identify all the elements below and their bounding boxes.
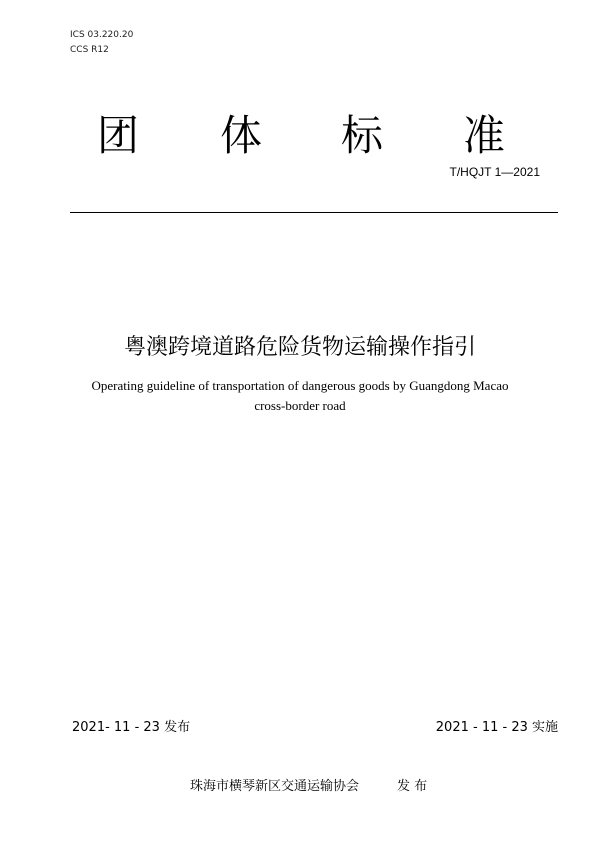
category-char: 准 (463, 111, 506, 160)
standard-number: T/HQJT 1—2021 (449, 165, 540, 179)
title-zh: 粤澳跨境道路危险货物运输操作指引 (123, 335, 476, 360)
category-char: 标 (341, 111, 384, 160)
title-en-line2: cross-border road (254, 398, 346, 413)
ics-code: ICS 03.220.20 (70, 30, 134, 40)
category-char: 团 (97, 111, 140, 160)
publish-label: 发 布 (397, 779, 428, 794)
divider (70, 212, 558, 213)
title-en-line1: Operating guideline of transportation of dangerous goods by Guangdong Macao (91, 378, 509, 393)
issue-date: 2021- 11 - 23 发布 (72, 720, 191, 735)
publisher: 珠海市横琴新区交通运输协会 (190, 779, 360, 794)
ccs-code: CCS R12 (70, 45, 109, 55)
category-char: 体 (220, 111, 263, 160)
implement-date: 2021 - 11 - 23 实施 (435, 720, 558, 735)
title-en (0, 376, 600, 416)
